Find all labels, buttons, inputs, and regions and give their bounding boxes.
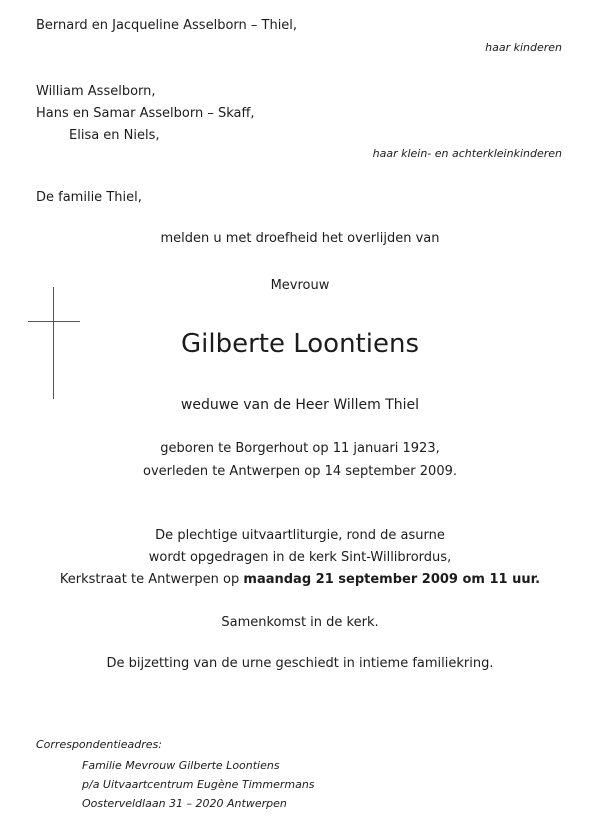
grandchild-line: Hans en Samar Asselborn – Skaff, [36, 106, 255, 121]
birth-line: geboren te Borgerhout op 11 januari 1923, [160, 441, 440, 456]
children-line: Bernard en Jacqueline Asselborn – Thiel, [36, 18, 298, 33]
correspondence-line: Familie Mevrouw Gilberte Loontiens [82, 759, 280, 772]
widow-of-line: weduwe van de Heer Willem Thiel [180, 397, 420, 413]
cross-horizontal-bar [28, 321, 80, 322]
grandchild-line: William Asselborn, [36, 84, 156, 99]
gathering-line: Samenkomst in de kerk. [221, 615, 379, 630]
title-prefix: Mevrouw [270, 278, 330, 293]
thiel-family-line: De familie Thiel, [36, 190, 142, 205]
announcement-intro: melden u met droefheid het overlijden van [160, 231, 440, 246]
ceremony-line-2: wordt opgedragen in de kerk Sint-Willibrordus, [148, 550, 452, 565]
correspondence-label: Correspondentieadres: [36, 738, 162, 751]
burial-line: De bijzetting van de urne geschiedt in intieme familiekring. [106, 656, 494, 671]
children-label: haar kinderen [485, 41, 562, 54]
ceremony-line-1: De plechtige uitvaartliturgie, rond de asurne [155, 528, 445, 543]
ceremony-line-3 [0, 572, 600, 587]
grandchild-line: Elisa en Niels, [69, 128, 160, 143]
death-line: overleden te Antwerpen op 14 september 2009. [142, 464, 457, 479]
correspondence-line: Oosterveldlaan 31 – 2020 Antwerpen [82, 797, 287, 810]
ceremony-date: maandag 21 september 2009 om 11 uur. [243, 572, 541, 587]
ceremony-location: Kerkstraat te Antwerpen op [59, 572, 244, 587]
grandchildren-label: haar klein- en achterkleinkinderen [372, 147, 562, 160]
deceased-name: Gilberte Loontiens [181, 329, 419, 359]
correspondence-line: p/a Uitvaartcentrum Eugène Timmermans [82, 778, 315, 791]
